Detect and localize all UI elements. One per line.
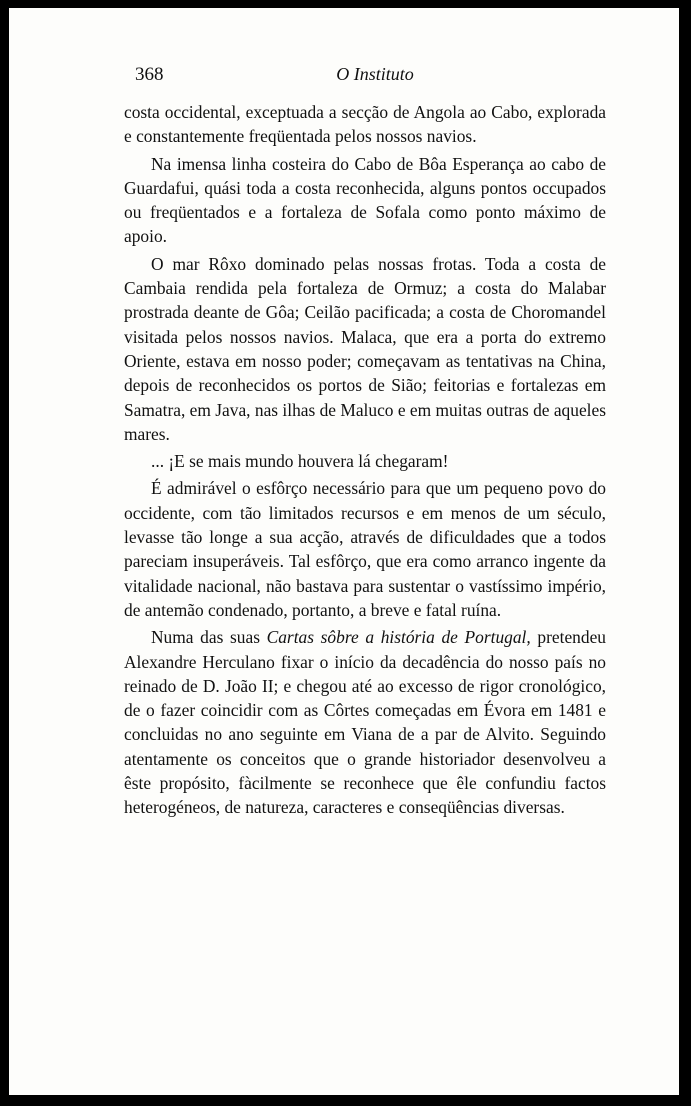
page-number: 368 — [135, 64, 164, 85]
paragraph-1: costa occidental, exceptuada a secção de Angola ao Cabo, explorada e constantemente freqüentada pelos nossos navios. — [124, 102, 606, 147]
running-title: O Instituto — [336, 64, 414, 84]
book-title-citation: Cartas sôbre a história de Portugal, — [266, 627, 531, 648]
paragraph-4: ... ¡E se mais mundo houvera lá chegaram! — [151, 451, 449, 472]
paragraph-6-rest: pretendeu Alexandre Herculano fixar o início da decadência do nosso país no reinado de D. João II; e chegou até ao excesso de rigor cronológico, de o fazer coincidir com as Côrtes começadas em Évora em 1481 e concluidas no ano seguinte em Viana de a par de Alvito. Seguindo atentamente os conceitos que o grande historiador desenvolveu a êste propósito, fàcilmente se reconhece que êle confundiu factos heterogéneos, de natureza, caracteres e conseqüências diversas. — [124, 627, 606, 818]
paragraph-6-lead: Numa das suas — [151, 627, 267, 648]
paragraph-2: Na imensa linha costeira do Cabo de Bôa Esperança ao cabo de Guardafui, quási toda a costa reconhecida, alguns pontos occupados ou freqüentados e a fortaleza de Sofala como ponto máximo de apoio. — [124, 153, 606, 247]
paragraph-5: É admirável o esfôrço necessário para que um pequeno povo do occidente, com tão limitados recursos e em menos de um século, levasse tão longe a sua acção, através de dificuldades que a todos pareciam insuperáveis. Tal esfôrço, que era como arranco ingente da vitalidade nacional, não bastava para sustentar o vastíssimo império, de antemão condenado, portanto, a breve e fatal ruína. — [124, 478, 606, 620]
paragraph-6 — [124, 625, 606, 819]
page-header — [135, 64, 615, 90]
paragraph-3: O mar Rôxo dominado pelas nossas frotas. Toda a costa de Cambaia rendida pela fortaleza de Ormuz; a costa do Malabar prostrada deante de Gôa; Ceilão pacificada; a costa de Choromandel visitada pelos nossos navios. Malaca, que era a porta do extremo Oriente, estava em nosso poder; começavam as tentativas na China, depois de reconhecidos os portos de Sião; feitorias e fortalezas em Samatra, em Java, nas ilhas de Maluco e em muitas outras de aqueles mares. — [124, 253, 606, 444]
body-text — [124, 100, 606, 823]
